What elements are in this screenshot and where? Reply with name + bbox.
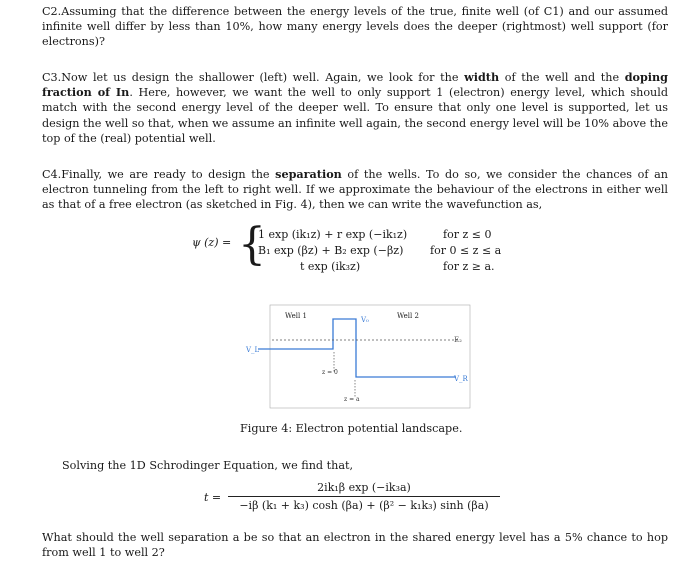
wavefunction-brace: { — [238, 219, 266, 270]
vl-label: V_L — [246, 346, 260, 354]
solving-text: Solving the 1D Schrodinger Equation, we find that, — [62, 459, 354, 472]
well1-label: Well 1 — [285, 312, 307, 320]
c2-text: C2.Assuming that the difference between the energy levels of the true, finite well (of C1) and our assumed infinite well differ by less than 10%, how many energy levels does the deeper (rightmost) well support (for electrons)? — [42, 5, 668, 49]
potential-profile-line — [258, 319, 456, 377]
paragraph-solving — [62, 458, 688, 473]
wavefunction-case-3-cond: for z ≥ a. — [443, 260, 495, 273]
transmission-lhs: t = — [204, 491, 222, 504]
transmission-denominator: −iβ (k₁ + k₃) cosh (βa) + (β² − k₁k₃) sinh (βa) — [239, 499, 489, 512]
transmission-fraction — [228, 481, 500, 512]
transmission-numerator: 2ik₁β exp (−ik₃a) — [317, 481, 411, 494]
wavefunction-case-1-cond: for z ≤ 0 — [443, 228, 492, 241]
paragraph-question — [42, 530, 668, 560]
vr-label: V_R — [454, 375, 468, 383]
v0-label: V₀ — [361, 316, 369, 324]
well2-label: Well 2 — [397, 312, 419, 320]
wavefunction-case-2-expr: B₁ exp (βz) + B₂ exp (−βz) — [258, 244, 404, 257]
c4-text-2: of the wells. To do so, we consider the chances of an electron tunneling from the left to right well. If we approximate the behaviour of the electrons in either well as that of a free electron (as sketched in Fig. 4), then we can write the wavefunction as, — [42, 168, 668, 212]
wavefunction-case-2-cond: for 0 ≤ z ≤ a — [430, 244, 502, 257]
za-label: z = a — [344, 396, 360, 403]
figure-frame — [270, 305, 470, 408]
c4-bold-separation: separation — [275, 167, 342, 181]
wavefunction-case-3-expr: t exp (ik₃z) — [300, 260, 361, 273]
figure-caption: Figure 4: Electron potential landscape. — [240, 422, 463, 435]
c3-text-3: . Here, however, we want the well to only support 1 (electron) energy level, which should match with the second energy level of the deeper well. To ensure that only one level is supported, let us design the well so that, when we assume an infinite well again, the second energy level will be 10% above the top of the (real) potential well. — [42, 86, 669, 145]
c3-bold-width: width — [464, 70, 500, 84]
c3-bold-doping: doping fraction of In — [42, 70, 669, 100]
e2-label: E₂ — [454, 336, 462, 344]
z0-label: z = 0 — [322, 369, 338, 376]
wavefunction-lhs: ψ (z) = — [192, 236, 232, 249]
question-text: What should the well separation a be so that an electron in the shared energy level has a 5% chance to hop from well 1 to well 2? — [42, 531, 668, 560]
c3-text-2: of the well and the — [499, 71, 625, 84]
wavefunction-case-1-expr: 1 exp (ik₁z) + r exp (−ik₁z) — [258, 228, 408, 241]
c4-text-1: C4.Finally, we are ready to design the — [42, 168, 276, 181]
c3-text-1: C3.Now let us design the shallower (left) well. Again, we look for the — [42, 71, 465, 84]
